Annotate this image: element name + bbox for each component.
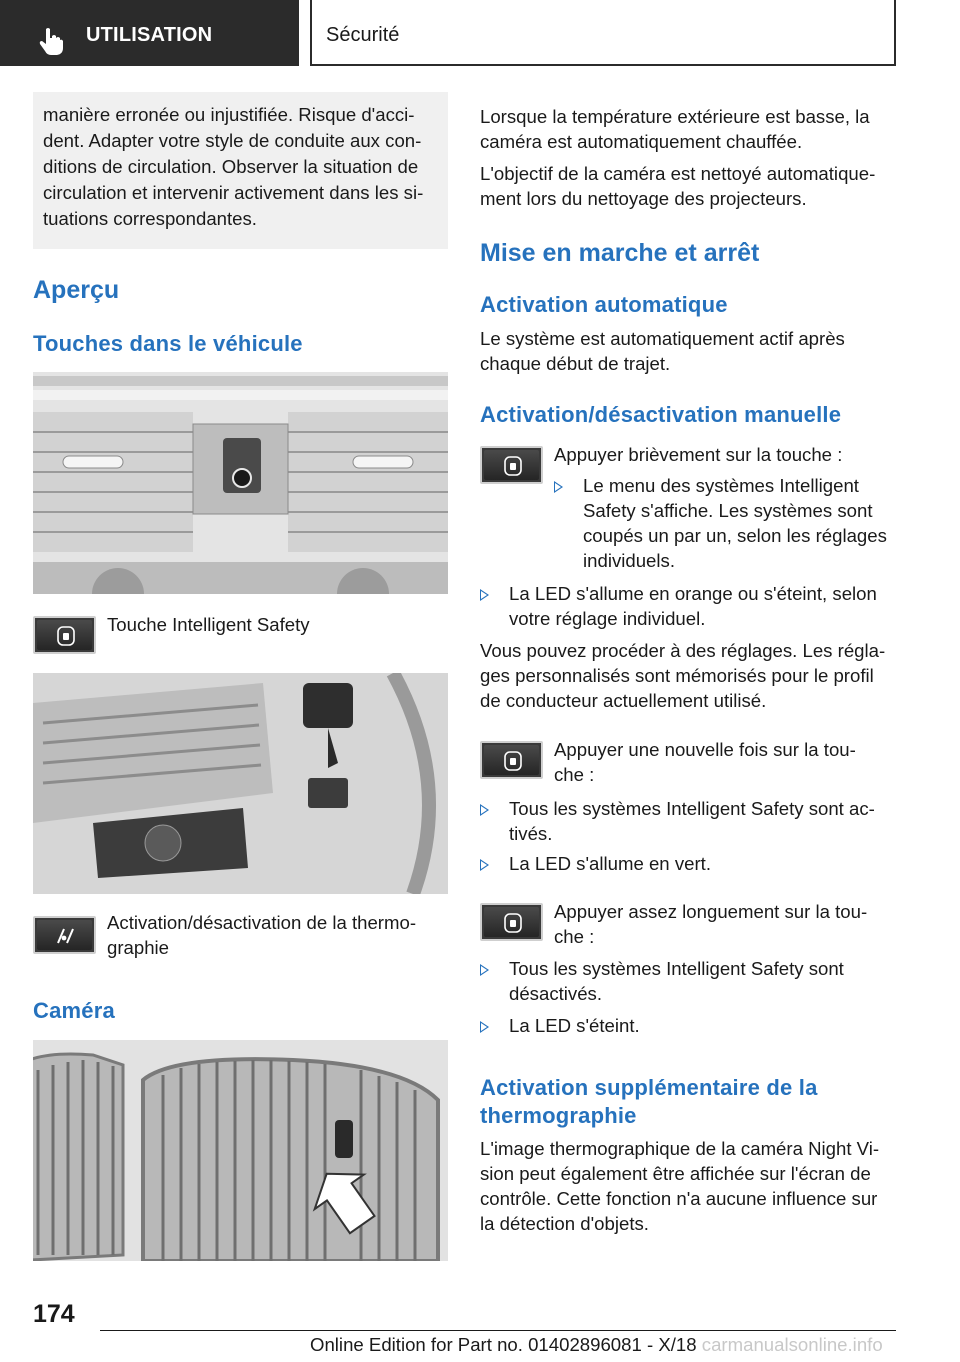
warning-box [33,92,448,249]
text-line: ges personnalisés sont mémorisés pour le profil [480,665,874,686]
text-line: Le menu des systèmes Intelligent [583,475,859,496]
text-line: Appuyer une nouvelle fois sur la tou- [554,739,856,760]
settings-paragraph [480,638,885,713]
bullet-triangle-icon [480,1021,489,1033]
grille-camera-illustration [33,1040,448,1261]
footer-rule [100,1330,896,1331]
watermark-text: carmanualsonline.info [701,1334,883,1355]
caption-safety-key: Touche Intelligent Safety [107,614,310,635]
text-line: individuels. [583,550,675,571]
list-item [554,473,904,573]
text-line: Lorsque la température extérieure est basse, la [480,106,870,127]
thermography-button-icon [33,916,96,954]
text-line: coupés un par un, selon les réglages [583,525,887,546]
photo-center-console [33,372,448,594]
chapter-title: Sécurité [326,24,400,46]
text-line: de conducteur actuellement utilisé. [480,690,767,711]
intro-paragraph-1 [480,104,870,154]
photo-light-switch-panel [33,673,448,894]
text-line: Appuyer assez longuement sur la tou- [554,901,868,922]
photo-grille-camera [33,1040,448,1261]
hand-pointer-icon [38,27,64,55]
section-tab [0,0,299,66]
bullet-triangle-icon [480,964,489,976]
warning-line: manière erronée ou injustifiée. Risque d'acci- [43,104,415,125]
text-line: La LED s'allume en vert. [509,853,711,874]
text-line: sion peut également être affichée sur l'écran de [480,1163,871,1184]
warning-line: dent. Adapter votre style de conduite aux con- [43,130,422,151]
auto-paragraph [480,326,845,376]
heading-activation-manuelle: Activation/désactivation manuelle [480,402,842,427]
bullet-triangle-icon [554,481,563,493]
text-line: Vous pouvez procéder à des réglages. Les régla- [480,640,886,661]
intelligent-safety-button-icon [480,903,543,941]
warning-line: tuations correspondantes. [43,208,257,229]
list-item [480,796,900,846]
heading-mise-en-marche: Mise en marche et arrêt [480,239,760,267]
intelligent-safety-button-icon [33,616,96,654]
heading-touches: Touches dans le véhicule [33,331,303,356]
text-line: tivés. [509,823,553,844]
text-line: Tous les systèmes Intelligent Safety sont [509,958,844,979]
text-line: ment lors du nettoyage des projecteurs. [480,188,807,209]
heading-line: thermographie [480,1103,637,1128]
heading-apercu: Aperçu [33,276,120,304]
text-line: votre réglage individuel. [509,608,706,629]
bullet-triangle-icon [480,804,489,816]
text-line: La LED s'allume en orange ou s'éteint, selon [509,583,877,604]
text-line: La LED s'éteint. [509,1015,640,1036]
section-title: UTILISATION [86,24,213,46]
page-number: 174 [33,1300,75,1328]
list-item [480,1013,900,1038]
heading-line: Activation supplémentaire de la [480,1075,818,1100]
text-line: L'image thermographique de la caméra Night Vi- [480,1138,880,1159]
bullet-triangle-icon [480,859,489,871]
text-line: Le système est automatiquement actif après [480,328,845,349]
intro-paragraph-2 [480,161,875,211]
text-line: L'objectif de la caméra est nettoyé automatique- [480,163,876,184]
text-line: contrôle. Cette fonction n'a aucune influence sur [480,1188,878,1209]
press-short-text: Appuyer brièvement sur la touche : [554,444,843,465]
heading-activation-supplementaire [480,1074,818,1130]
text-line: Safety s'affiche. Les systèmes sont [583,500,873,521]
press-again-text [554,737,856,787]
list-item [480,581,900,631]
text-line: chaque début de trajet. [480,353,671,374]
text-line: che : [554,764,595,785]
heading-camera: Caméra [33,998,115,1023]
press-long-text [554,899,867,949]
footer-edition [310,1334,883,1356]
supp-paragraph [480,1136,879,1236]
warning-line: circulation et intervenir activement dans les si- [43,182,424,203]
heading-activation-auto: Activation automatique [480,292,728,317]
edition-text: Online Edition for Part no. 01402896081 - X/18 [310,1334,697,1355]
bullet-triangle-icon [480,589,489,601]
text-line: désactivés. [509,983,603,1004]
caption-line: graphie [107,937,170,958]
intelligent-safety-button-icon [480,741,543,779]
text-line: che : [554,926,595,947]
list-item [480,851,900,876]
warning-line: ditions de circulation. Observer la situation de [43,156,419,177]
list-item [480,956,900,1006]
caption-line: Activation/désactivation de la thermo- [107,912,417,933]
center-console-illustration [33,372,448,594]
intelligent-safety-button-icon [480,446,543,484]
light-switch-illustration [33,673,448,894]
text-line: caméra est automatiquement chauffée. [480,131,803,152]
chapter-tab [310,0,896,66]
text-line: la détection d'objets. [480,1213,649,1234]
caption-thermography [107,910,416,960]
text-line: Tous les systèmes Intelligent Safety sont ac- [509,798,875,819]
